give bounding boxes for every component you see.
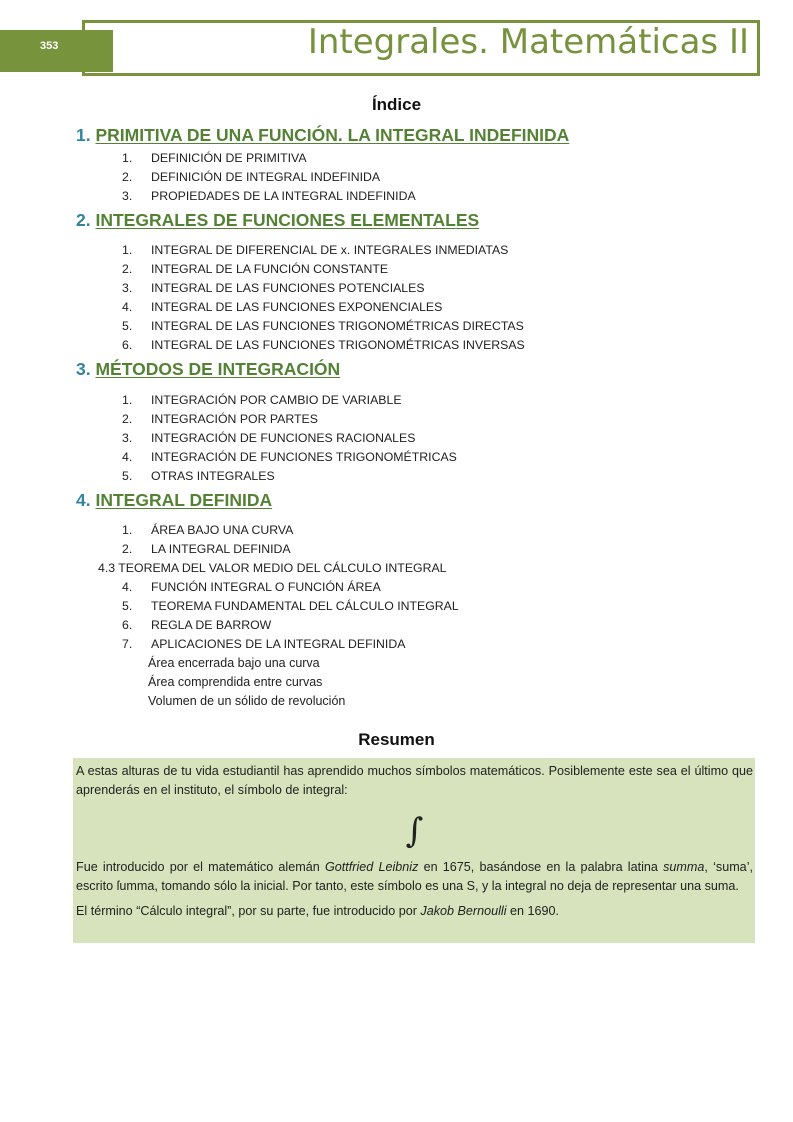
item-text: INTEGRACIÓN DE FUNCIONES TRIGONOMÉTRICAS xyxy=(151,450,457,464)
toc-subitem: Volumen de un sólido de revolución xyxy=(148,694,346,708)
toc-item xyxy=(98,559,756,578)
section-link[interactable]: MÉTODOS DE INTEGRACIÓN xyxy=(95,359,341,379)
toc-item xyxy=(122,260,756,279)
item-text: OTRAS INTEGRALES xyxy=(151,469,275,483)
item-number: 5. xyxy=(122,599,133,613)
item-number: 1. xyxy=(122,393,133,407)
section-number: 1. xyxy=(76,125,91,145)
summary-paragraph-2 xyxy=(76,858,753,896)
toc-item xyxy=(122,635,756,654)
toc-item xyxy=(122,597,756,616)
item-text: INTEGRAL DE LAS FUNCIONES EXPONENCIALES xyxy=(151,300,443,314)
toc-item xyxy=(122,448,756,467)
integral-symbol: ∫ xyxy=(405,811,424,851)
text-run: en 1690. xyxy=(506,904,560,918)
item-number: 2. xyxy=(122,542,133,556)
item-number: 2. xyxy=(122,262,133,276)
item-number: 1. xyxy=(122,523,133,537)
toc-section-3-items xyxy=(122,391,756,486)
person-name: Jakob Bernoulli xyxy=(420,904,507,918)
toc-section-4[interactable] xyxy=(76,487,756,513)
toc-section-2[interactable] xyxy=(76,207,756,233)
section-link[interactable]: INTEGRALES DE FUNCIONES ELEMENTALES xyxy=(95,210,480,230)
item-text: INTEGRACIÓN POR CAMBIO DE VARIABLE xyxy=(151,393,402,407)
item-number: 2. xyxy=(122,412,133,426)
item-number: 4. xyxy=(122,580,133,594)
toc-item xyxy=(122,429,756,448)
item-number: 3. xyxy=(122,431,133,445)
toc-item xyxy=(122,336,756,355)
item-number: 3. xyxy=(122,189,133,203)
toc-section-1[interactable] xyxy=(76,122,756,148)
summary-heading: Resumen xyxy=(358,730,435,749)
toc-section-1-items xyxy=(122,149,756,206)
text-run: en 1675, basándose en la palabra latina xyxy=(418,860,664,874)
item-text: TEOREMA FUNDAMENTAL DEL CÁLCULO INTEGRAL xyxy=(151,599,459,613)
summary-box xyxy=(73,758,755,943)
item-number: 1. xyxy=(122,151,133,165)
item-text: DEFINICIÓN DE INTEGRAL INDEFINIDA xyxy=(151,170,381,184)
item-text: INTEGRACIÓN POR PARTES xyxy=(151,412,318,426)
item-text: PROPIEDADES DE LA INTEGRAL INDEFINIDA xyxy=(151,189,416,203)
toc-subitem: Área encerrada bajo una curva xyxy=(148,656,320,670)
summary-paragraph-3 xyxy=(76,902,753,921)
item-text: LA INTEGRAL DEFINIDA xyxy=(151,542,291,556)
item-number: 4. xyxy=(122,450,133,464)
text-run: , ‘suma’, escrito ſumma, tomando sólo la inicial. Por tanto, este símbolo es una S, y la integral no deja de representar una suma. xyxy=(76,860,753,893)
text-run: El término “Cálculo integral”, por su parte, fue introducido por xyxy=(76,904,421,918)
summary-paragraph-1: A estas alturas de tu vida estudiantil has aprendido muchos símbolos matemáticos. Posiblemente este sea el último que aprenderás en el instituto, el símbolo de integral: xyxy=(76,764,753,797)
section-number: 3. xyxy=(76,359,91,379)
toc-item xyxy=(122,168,756,187)
item-text: INTEGRAL DE DIFERENCIAL DE x. INTEGRALES INMEDIATAS xyxy=(151,243,509,257)
item-text: DEFINICIÓN DE PRIMITIVA xyxy=(151,151,307,165)
item-text: INTEGRACIÓN DE FUNCIONES RACIONALES xyxy=(151,431,416,445)
person-name: Gottfried Leibniz xyxy=(324,860,419,874)
item-number: 7. xyxy=(122,637,133,651)
item-text: FUNCIÓN INTEGRAL O FUNCIÓN ÁREA xyxy=(151,580,381,594)
toc-item xyxy=(122,317,756,336)
toc-section-3[interactable] xyxy=(76,356,756,382)
item-number: 2. xyxy=(122,170,133,184)
item-text: INTEGRAL DE LAS FUNCIONES TRIGONOMÉTRICAS INVERSAS xyxy=(151,338,525,352)
toc-item xyxy=(122,187,756,206)
item-number: 3. xyxy=(122,281,133,295)
toc-section-2-items xyxy=(122,241,756,355)
toc-item xyxy=(122,616,756,635)
latin-word: summa xyxy=(663,860,705,874)
page-number-badge xyxy=(0,30,113,72)
item-text: APLICACIONES DE LA INTEGRAL DEFINIDA xyxy=(151,637,406,651)
toc-item xyxy=(122,578,756,597)
item-number: 6. xyxy=(122,338,133,352)
toc-subitem: Área comprendida entre curvas xyxy=(148,675,323,689)
item-text: INTEGRAL DE LAS FUNCIONES POTENCIALES xyxy=(151,281,425,295)
item-text: INTEGRAL DE LAS FUNCIONES TRIGONOMÉTRICAS DIRECTAS xyxy=(151,319,524,333)
item-number: 6. xyxy=(122,618,133,632)
toc-item xyxy=(122,521,756,540)
toc-item xyxy=(122,279,756,298)
item-text: ÁREA BAJO UNA CURVA xyxy=(151,523,294,537)
toc-item xyxy=(122,467,756,486)
toc-item xyxy=(122,391,756,410)
page-title: Integrales. Matemáticas II xyxy=(307,22,749,62)
toc-section-4-items xyxy=(98,521,756,711)
toc-item xyxy=(122,410,756,429)
item-number: 5. xyxy=(122,319,133,333)
toc-item xyxy=(122,540,756,559)
toc-item xyxy=(122,149,756,168)
text-run: Fue introducido por el matemático alemán xyxy=(76,860,325,874)
item-number: 1. xyxy=(122,243,133,257)
item-text: 4.3 TEOREMA DEL VALOR MEDIO DEL CÁLCULO INTEGRAL xyxy=(98,561,447,575)
section-number: 2. xyxy=(76,210,91,230)
index-heading: Índice xyxy=(371,95,422,114)
table-of-contents xyxy=(76,122,756,711)
item-text: REGLA DE BARROW xyxy=(151,618,272,632)
section-link[interactable]: INTEGRAL DEFINIDA xyxy=(95,490,273,510)
item-text: INTEGRAL DE LA FUNCIÓN CONSTANTE xyxy=(151,262,389,276)
section-link[interactable]: PRIMITIVA DE UNA FUNCIÓN. LA INTEGRAL INDEFINIDA xyxy=(95,125,570,145)
item-number: 5. xyxy=(122,469,133,483)
section-number: 4. xyxy=(76,490,91,510)
toc-item xyxy=(122,298,756,317)
toc-item xyxy=(122,241,756,260)
item-number: 4. xyxy=(122,300,133,314)
page-number: 353 xyxy=(40,40,59,52)
